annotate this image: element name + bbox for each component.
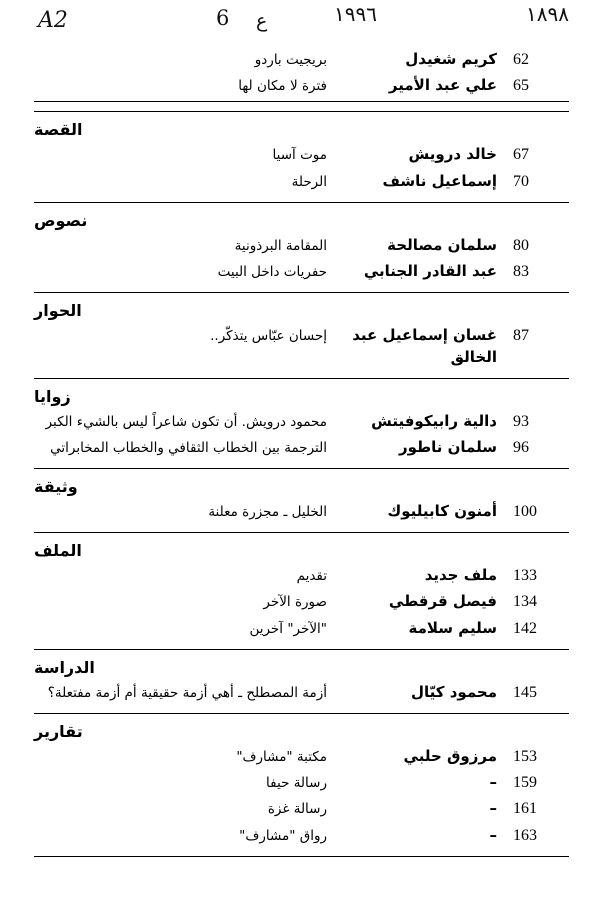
- toc-entry[interactable]: [34, 436, 569, 459]
- entry-page-number: 142: [513, 619, 537, 637]
- entry-page-number: 67: [513, 146, 529, 164]
- section-divider: [34, 532, 569, 533]
- section-divider: [34, 292, 569, 293]
- entry-title: الخليل ـ مجزرة معلنة: [208, 504, 327, 520]
- entry-page-number: 161: [513, 800, 537, 818]
- annotation-year-1: ١٩٩٦: [334, 2, 377, 26]
- section-heading: نصوص: [34, 210, 88, 230]
- entry-page-number: 163: [513, 826, 537, 844]
- entry-author: خالد درويش: [408, 145, 497, 164]
- entry-title: رسالة غزة: [267, 801, 327, 818]
- toc-entry[interactable]: [34, 48, 569, 71]
- entry-author: سلمان ناطور: [398, 437, 497, 456]
- entry-page-number: 133: [513, 567, 537, 585]
- entry-author: ملف جديد: [424, 566, 497, 585]
- toc-entry[interactable]: [34, 590, 569, 613]
- entry-title: الترجمة بين الخطاب الثقافي والخطاب المخابراتي: [50, 439, 327, 456]
- section-divider: [34, 378, 569, 379]
- annotation-mid-mark-1: 6: [216, 6, 230, 30]
- entry-page-number: 100: [513, 503, 537, 520]
- entry-author: أمنون كابيليوك: [387, 502, 497, 520]
- entry-page-number: 70: [513, 172, 529, 190]
- section-divider: [34, 649, 569, 650]
- entry-author: سلمان مصالحة: [387, 235, 497, 254]
- toc-entry[interactable]: [34, 617, 569, 640]
- annotation-year-2: ١٨٩٨: [526, 2, 569, 26]
- entry-title: الرحلة: [291, 173, 327, 190]
- section-divider: [34, 202, 569, 203]
- entry-author: –: [489, 773, 497, 792]
- section-heading: زوايا: [34, 386, 71, 406]
- entry-title: "الآخر" آخرين: [249, 620, 327, 637]
- entry-page-number: 80: [513, 236, 529, 254]
- entry-title: أزمة المصطلح ـ أهي أزمة حقيقية أم أزمة مفتعلة؟: [47, 684, 327, 701]
- entry-author: غسان إسماعيل عبد الخالق: [352, 326, 497, 366]
- entry-page-number: 83: [513, 262, 529, 280]
- section-divider: [34, 713, 569, 714]
- entry-page-number: 93: [513, 412, 529, 430]
- toc-entry[interactable]: [34, 143, 569, 166]
- entry-author: عبد القادر الجنابي: [363, 261, 497, 280]
- entry-title: محمود درويش. أن تكون شاعراً ليس بالشيء الكبر: [45, 413, 327, 430]
- entry-author: سليم سلامة: [408, 618, 497, 637]
- entry-author: علي عبد الأمير: [388, 76, 497, 95]
- toc-entry[interactable]: [34, 324, 569, 369]
- entry-title: موت آسيا: [272, 147, 327, 164]
- entry-title: رسالة حيفا: [266, 775, 327, 792]
- entry-author: إسماعيل ناشف: [382, 171, 497, 190]
- entry-title: فترة لا مكان لها: [238, 78, 327, 95]
- entry-title: بريجيت باردو: [254, 52, 327, 68]
- handwritten-annotations: [34, 0, 569, 46]
- toc-entry[interactable]: [34, 681, 569, 704]
- entry-page-number: 145: [513, 683, 537, 701]
- toc-entry[interactable]: [34, 797, 569, 820]
- section-heading: الحوار: [34, 301, 82, 321]
- section-heading: وثيقة: [34, 477, 78, 496]
- entry-author: محمود كيّال: [411, 682, 497, 701]
- toc-entry[interactable]: [34, 410, 569, 433]
- annotation-left-mark: A2: [38, 8, 68, 33]
- entry-page-number: 87: [513, 327, 529, 345]
- section-divider: [34, 111, 569, 112]
- toc-entry[interactable]: [34, 500, 569, 523]
- section-divider: [34, 101, 569, 102]
- entry-page-number: 65: [513, 77, 529, 95]
- entry-title: إحسان عبّاس يتذكّر..: [210, 328, 327, 345]
- entry-page-number: 159: [513, 774, 537, 792]
- annotation-mid-mark-2: ع: [256, 10, 268, 32]
- toc-entry[interactable]: [34, 74, 569, 97]
- entry-title: مكتبة "مشارف": [236, 748, 327, 765]
- section-divider: [34, 468, 569, 469]
- entry-author: دالية رابيكوفيتش: [371, 411, 497, 430]
- entry-author: كريم شغيدل: [405, 50, 497, 68]
- toc-entry[interactable]: [34, 771, 569, 794]
- toc-entry[interactable]: [34, 745, 569, 768]
- entry-page-number: 62: [513, 51, 529, 68]
- toc-entry[interactable]: [34, 234, 569, 257]
- toc-entry[interactable]: [34, 260, 569, 283]
- section-divider: [34, 856, 569, 857]
- section-heading: القصة: [34, 120, 83, 140]
- entry-page-number: 96: [513, 438, 529, 456]
- entry-author: –: [489, 799, 497, 818]
- section-heading: الملف: [34, 541, 82, 561]
- entry-title: رواق "مشارف": [239, 827, 327, 844]
- entry-author: مرزوق حلبي: [403, 746, 497, 765]
- section-heading: تقارير: [34, 721, 83, 741]
- entry-page-number: 153: [513, 747, 537, 765]
- section-heading: الدراسة: [34, 657, 95, 677]
- toc-entry[interactable]: [34, 824, 569, 847]
- entry-title: حفريات داخل البيت: [217, 263, 327, 280]
- entry-page-number: 134: [513, 593, 537, 611]
- entry-author: –: [489, 825, 497, 844]
- entry-title: صورة الآخر: [263, 594, 327, 611]
- entry-author: فيصل قرقطي: [388, 592, 497, 611]
- toc-entry[interactable]: [34, 564, 569, 587]
- toc-entry[interactable]: [34, 170, 569, 193]
- table-of-contents: [34, 48, 569, 857]
- entry-title: المقامة البرذونية: [234, 237, 327, 254]
- entry-title: تقديم: [296, 568, 327, 585]
